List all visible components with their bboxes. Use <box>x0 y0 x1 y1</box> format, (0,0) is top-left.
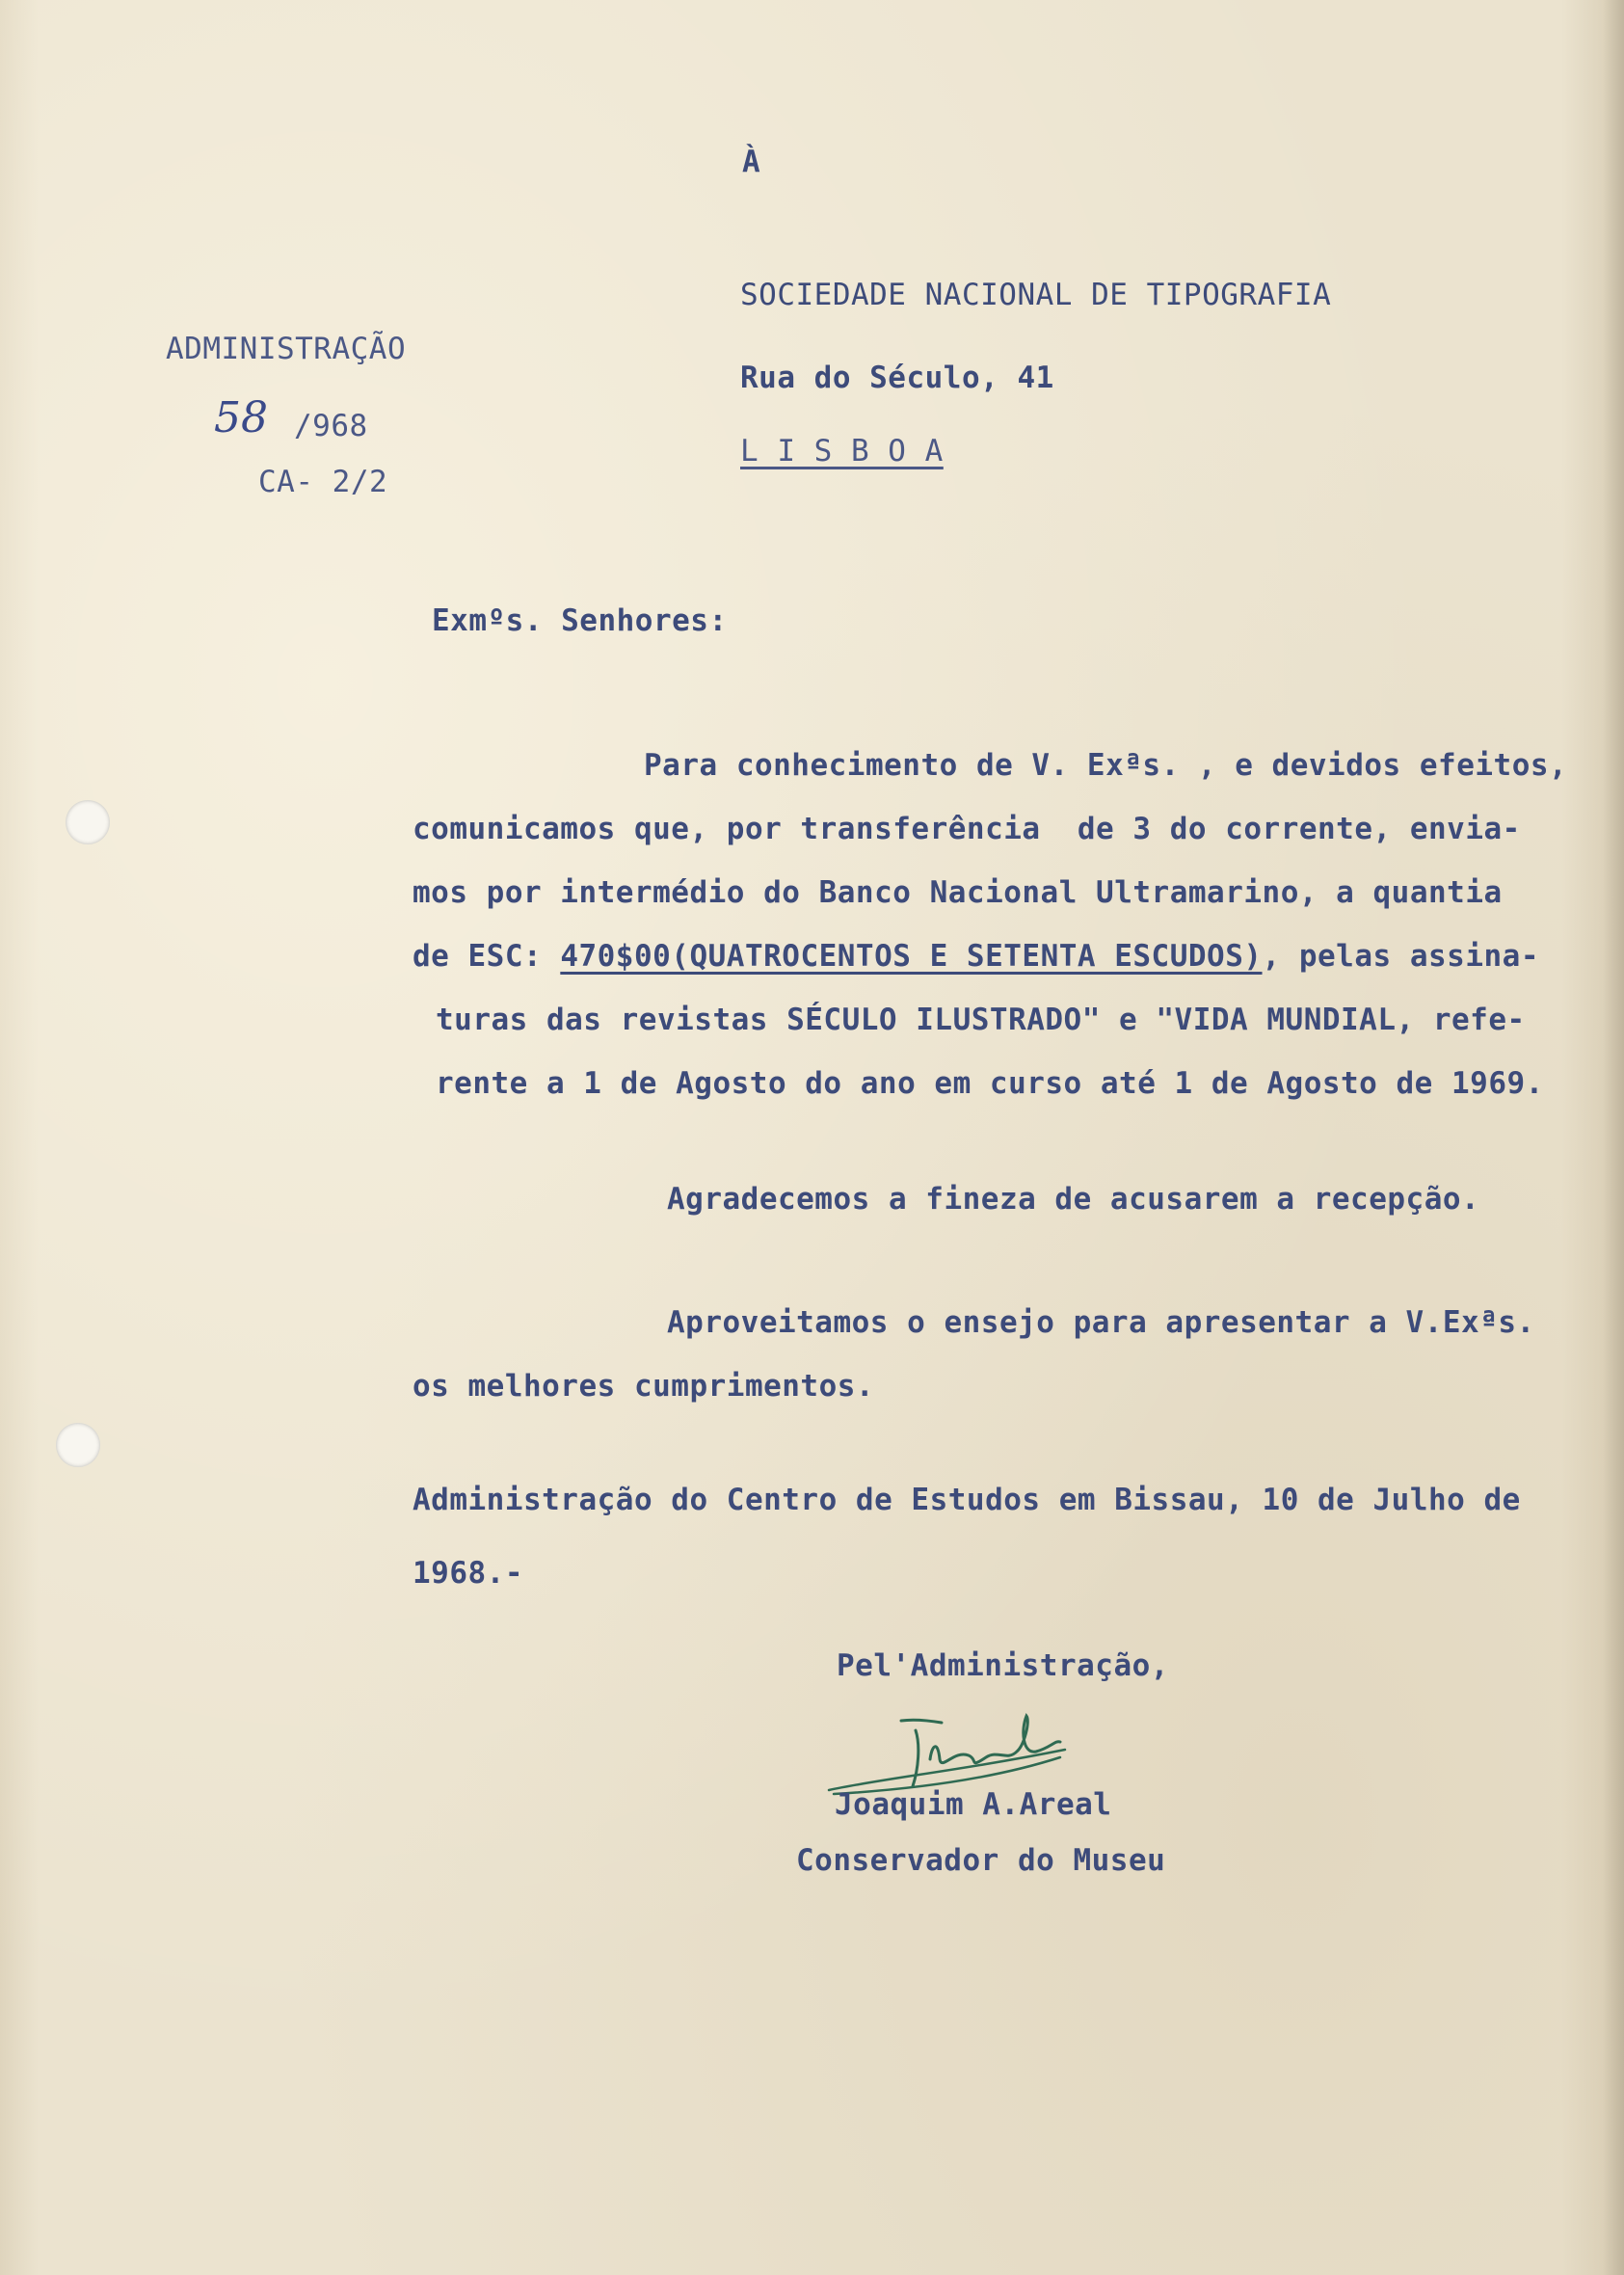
body-line-5: turas das revistas SÉCULO ILUSTRADO" e "VIDA MUNDIAL, refe- <box>436 1003 1526 1037</box>
signer-name: Joaquim A.Areal <box>835 1787 1112 1822</box>
place-date-2: 1968.- <box>413 1556 523 1591</box>
amount-underlined: 470$00(QUATROCENTOS E SETENTA ESCUDOS) <box>560 939 1263 974</box>
punch-hole-top <box>66 800 110 844</box>
recipient-city: L I S B O A <box>740 434 944 468</box>
paragraph-thanks: Agradecemos a fineza de acusarem a recepção. <box>667 1182 1480 1217</box>
body-line-4 <box>413 939 1539 974</box>
reference-department: ADMINISTRAÇÃO <box>166 332 407 366</box>
punch-hole-bottom <box>56 1423 100 1467</box>
body-line-4-suffix: , pelas assina- <box>1262 939 1539 974</box>
closing: Pel'Administração, <box>837 1648 1169 1683</box>
body-line-4-prefix: de ESC: <box>413 939 561 974</box>
body-line-6: rente a 1 de Agosto do ano em curso até 1 de Agosto de 1969. <box>436 1066 1544 1101</box>
reference-year: /968 <box>294 409 368 443</box>
place-date-1: Administração do Centro de Estudos em Bissau, 10 de Julho de <box>413 1483 1521 1517</box>
body-line-2: comunicamos que, por transferência de 3 do corrente, envia- <box>413 812 1521 846</box>
reference-code: CA- 2/2 <box>258 465 388 499</box>
recipient-street: Rua do Século, 41 <box>740 361 1054 395</box>
body-line-1: Para conhecimento de V. Exªs. , e devidos efeitos, <box>644 748 1568 783</box>
header-accent: À <box>742 145 761 179</box>
salutation: Exmºs. Senhores: <box>432 603 728 638</box>
paragraph-regards-2: os melhores cumprimentos. <box>413 1369 875 1404</box>
body-line-3: mos por intermédio do Banco Nacional Ultramarino, a quantia <box>413 875 1503 910</box>
paper-edge <box>1603 0 1624 2275</box>
signer-title: Conservador do Museu <box>796 1843 1166 1878</box>
reference-number-handwritten: 58 <box>214 393 268 442</box>
paragraph-regards-1: Aproveitamos o ensejo para apresentar a V.Exªs. <box>667 1305 1535 1340</box>
recipient-name: SOCIEDADE NACIONAL DE TIPOGRAFIA <box>740 278 1332 312</box>
